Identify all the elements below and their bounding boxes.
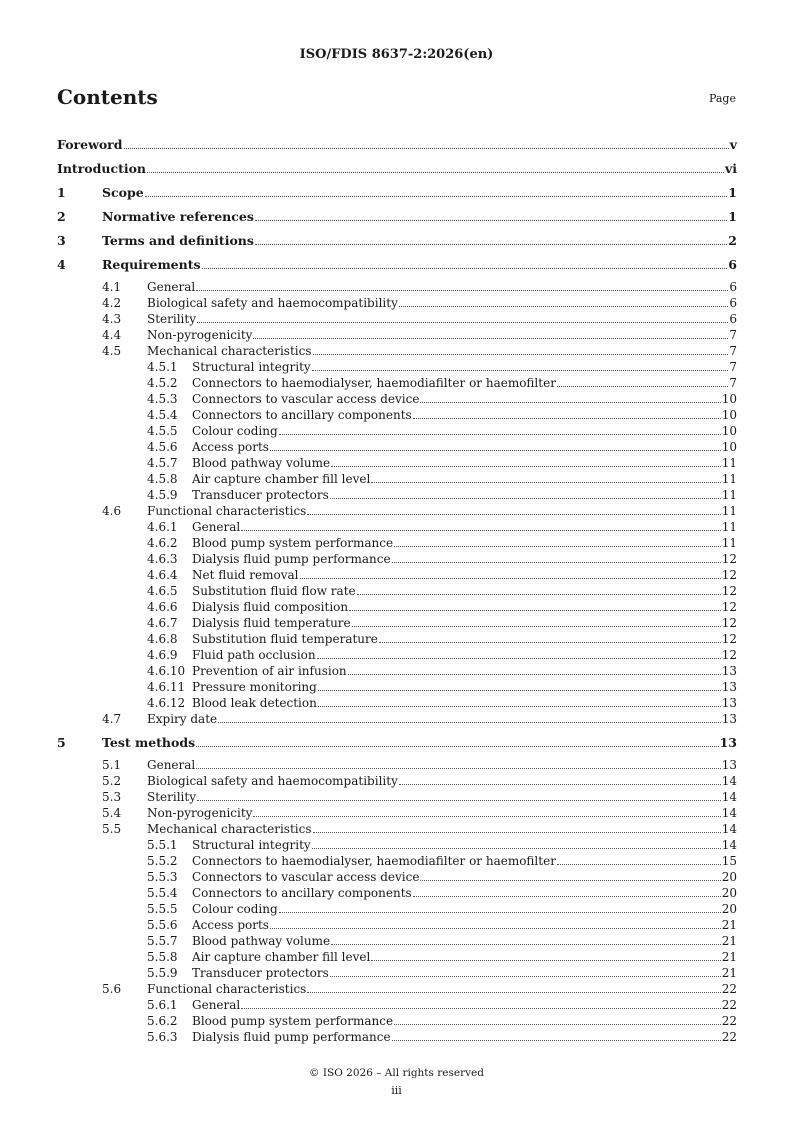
toc-entry[interactable] <box>57 343 737 359</box>
toc-entry-page: 13 <box>719 735 737 750</box>
toc-entry-number: 5.6 <box>102 982 122 996</box>
toc-dot-leader <box>352 626 721 627</box>
toc-entry-number: 5.4 <box>102 806 122 820</box>
toc-dot-leader <box>392 1040 721 1041</box>
toc-dot-leader <box>197 322 728 323</box>
toc-entry[interactable] <box>57 407 737 423</box>
toc-dot-leader <box>202 268 728 269</box>
toc-entry[interactable] <box>57 471 737 487</box>
document-header: ISO/FDIS 8637-2:2026(en) <box>299 47 494 62</box>
toc-entry-title: Terms and definitions <box>102 233 254 248</box>
toc-dot-leader <box>196 768 720 769</box>
toc-entry-title: Expiry date <box>147 712 218 726</box>
toc-entry-number: 4.6.12 <box>147 696 186 710</box>
toc-entry[interactable] <box>57 311 737 327</box>
toc-entry[interactable] <box>57 327 737 343</box>
toc-entry-title: Connectors to ancillary components <box>192 886 412 900</box>
toc-entry-number: 4.6.2 <box>147 536 178 550</box>
toc-entry-title: Functional characteristics <box>147 504 307 518</box>
toc-entry-number: 5.5.9 <box>147 966 178 980</box>
toc-entry[interactable] <box>57 757 737 773</box>
toc-entry-title: Connectors to vascular access device <box>192 392 420 406</box>
toc-entry-title: Scope <box>102 185 144 200</box>
toc-entry[interactable] <box>57 1013 737 1029</box>
toc-entry[interactable] <box>57 519 737 535</box>
toc-entry-number: 5.5.3 <box>147 870 178 884</box>
toc-dot-leader <box>307 992 720 993</box>
toc-entry-title: Dialysis fluid composition <box>192 600 349 614</box>
toc-entry-title: Blood pump system performance <box>192 536 394 550</box>
toc-dot-leader <box>413 896 721 897</box>
toc-entry-number: 4.6.3 <box>147 552 178 566</box>
toc-entry-number: 4.6.5 <box>147 584 178 598</box>
toc-dot-leader <box>330 976 721 977</box>
page-title: Contents <box>57 85 158 109</box>
toc-entry[interactable] <box>57 295 737 311</box>
toc-entry-title: Normative references <box>102 209 254 224</box>
toc-entry-title: Fluid path occlusion <box>192 648 316 662</box>
toc-dot-leader <box>255 220 727 221</box>
toc-entry[interactable] <box>57 773 737 789</box>
toc-entry-number: 4.6 <box>102 504 122 518</box>
toc-entry-title: Biological safety and haemocompatibility <box>147 774 398 788</box>
page-number: iii <box>391 1084 402 1097</box>
toc-entry-number: 4.6.7 <box>147 616 178 630</box>
toc-entry-title: Colour coding <box>192 424 278 438</box>
toc-dot-leader <box>348 674 721 675</box>
toc-entry-page: 13 <box>721 758 737 772</box>
toc-entry[interactable] <box>57 535 737 551</box>
toc-entry-page: 6 <box>728 257 737 272</box>
toc-entry-number: 5.2 <box>102 774 122 788</box>
toc-entry[interactable] <box>57 439 737 455</box>
toc-entry-title: Sterility <box>147 312 196 326</box>
toc-entry-number: 5.5.7 <box>147 934 178 948</box>
table-of-contents <box>57 129 737 1045</box>
toc-entry[interactable] <box>57 727 737 751</box>
toc-entry[interactable] <box>57 153 737 177</box>
toc-entry-title: Access ports <box>192 440 269 454</box>
toc-entry[interactable] <box>57 551 737 567</box>
toc-entry-page: 21 <box>721 918 737 932</box>
toc-entry-title: Introduction <box>57 161 147 176</box>
toc-entry[interactable] <box>57 567 737 583</box>
toc-entry[interactable] <box>57 279 737 295</box>
toc-entry-number: 4.7 <box>102 712 122 726</box>
toc-dot-leader <box>255 244 727 245</box>
toc-entry-page: 14 <box>721 806 737 820</box>
toc-entry-number: 4.5.3 <box>147 392 178 406</box>
toc-entry-title: Blood pump system performance <box>192 1014 394 1028</box>
toc-entry-title: Biological safety and haemocompatibility <box>147 296 398 310</box>
toc-entry-number: 4.5.8 <box>147 472 178 486</box>
toc-entry-number: 4.1 <box>102 280 122 294</box>
toc-entry-title: Connectors to vascular access device <box>192 870 420 884</box>
toc-entry-number: 5.5.1 <box>147 838 178 852</box>
toc-dot-leader <box>557 386 728 387</box>
toc-entry-number: 3 <box>57 233 66 248</box>
toc-entry-page: v <box>729 137 737 152</box>
toc-entry-title: Dialysis fluid temperature <box>192 616 351 630</box>
toc-entry-page: 20 <box>721 870 737 884</box>
toc-entry-title: Dialysis fluid pump performance <box>192 552 391 566</box>
toc-entry-number: 4.5.5 <box>147 424 178 438</box>
toc-entry-title: Air capture chamber fill level <box>192 950 371 964</box>
toc-dot-leader <box>318 690 721 691</box>
toc-entry[interactable] <box>57 869 737 885</box>
toc-entry-title: Substitution fluid flow rate <box>192 584 356 598</box>
toc-entry-title: Structural integrity <box>192 360 311 374</box>
toc-dot-leader <box>349 610 721 611</box>
toc-entry-title: General <box>147 280 196 294</box>
toc-entry-page: 22 <box>721 998 737 1012</box>
toc-entry[interactable] <box>57 249 737 273</box>
toc-dot-leader <box>279 434 721 435</box>
toc-entry-title: Blood pathway volume <box>192 456 331 470</box>
toc-entry-page: 11 <box>721 504 737 518</box>
toc-entry-page: 12 <box>721 552 737 566</box>
toc-dot-leader <box>307 514 720 515</box>
toc-entry-page: 21 <box>721 950 737 964</box>
toc-entry[interactable] <box>57 631 737 647</box>
toc-entry[interactable] <box>57 821 737 837</box>
toc-entry[interactable] <box>57 901 737 917</box>
toc-entry-number: 4.5.4 <box>147 408 178 422</box>
toc-entry-page: 21 <box>721 966 737 980</box>
toc-entry[interactable] <box>57 853 737 869</box>
toc-dot-leader <box>270 928 721 929</box>
toc-entry-page: 12 <box>721 568 737 582</box>
toc-entry-page: 20 <box>721 886 737 900</box>
toc-entry-title: Colour coding <box>192 902 278 916</box>
toc-entry-page: 13 <box>721 664 737 678</box>
toc-entry[interactable] <box>57 583 737 599</box>
toc-dot-leader <box>331 466 721 467</box>
toc-entry-title: Access ports <box>192 918 269 932</box>
toc-entry-page: 10 <box>721 424 737 438</box>
toc-entry[interactable] <box>57 201 737 225</box>
toc-dot-leader <box>253 338 728 339</box>
toc-entry-page: 6 <box>729 312 737 326</box>
toc-entry-number: 5.1 <box>102 758 122 772</box>
toc-entry-number: 4.5 <box>102 344 122 358</box>
toc-entry[interactable] <box>57 177 737 201</box>
toc-entry[interactable] <box>57 375 737 391</box>
toc-entry-page: 11 <box>721 456 737 470</box>
toc-entry-page: 13 <box>721 712 737 726</box>
toc-dot-leader <box>399 784 721 785</box>
toc-entry-title: Dialysis fluid pump performance <box>192 1030 391 1044</box>
toc-dot-leader <box>253 816 720 817</box>
toc-entry[interactable] <box>57 711 737 727</box>
toc-entry-title: Net fluid removal <box>192 568 299 582</box>
toc-entry-page: 10 <box>721 408 737 422</box>
toc-entry-title: Non-pyrogenicity <box>147 806 253 820</box>
toc-entry-title: Mechanical characteristics <box>147 822 312 836</box>
toc-entry-number: 4.5.9 <box>147 488 178 502</box>
toc-entry[interactable] <box>57 615 737 631</box>
toc-entry-title: Sterility <box>147 790 196 804</box>
toc-entry-title: Requirements <box>102 257 201 272</box>
toc-entry-title: Connectors to haemodialyser, haemodiafilter or haemofilter <box>192 854 556 868</box>
toc-entry-number: 5.5.8 <box>147 950 178 964</box>
toc-entry-number: 5.6.2 <box>147 1014 178 1028</box>
toc-dot-leader <box>313 832 721 833</box>
toc-entry-page: 15 <box>721 854 737 868</box>
toc-entry[interactable] <box>57 679 737 695</box>
toc-entry-page: 10 <box>721 440 737 454</box>
toc-entry[interactable] <box>57 885 737 901</box>
toc-entry-page: 12 <box>721 648 737 662</box>
toc-dot-leader <box>394 1024 721 1025</box>
toc-dot-leader <box>124 148 729 149</box>
toc-entry-number: 5.6.3 <box>147 1030 178 1044</box>
toc-dot-leader <box>241 530 720 531</box>
toc-entry[interactable] <box>57 503 737 519</box>
toc-entry-number: 5.6.1 <box>147 998 178 1012</box>
toc-dot-leader <box>357 594 721 595</box>
toc-dot-leader <box>371 482 720 483</box>
toc-entry-number: 2 <box>57 209 66 224</box>
toc-entry-title: Test methods <box>102 735 196 750</box>
toc-entry-page: 2 <box>728 233 737 248</box>
toc-entry-page: 22 <box>721 1030 737 1044</box>
toc-entry-number: 4.2 <box>102 296 122 310</box>
toc-entry-number: 4.6.1 <box>147 520 178 534</box>
toc-entry-page: 13 <box>721 680 737 694</box>
toc-entry[interactable] <box>57 647 737 663</box>
toc-entry-page: 11 <box>721 520 737 534</box>
toc-entry-title: Connectors to haemodialyser, haemodiafilter or haemofilter <box>192 376 556 390</box>
toc-entry[interactable] <box>57 805 737 821</box>
toc-entry-page: 7 <box>729 344 737 358</box>
toc-entry[interactable] <box>57 663 737 679</box>
toc-entry[interactable] <box>57 599 737 615</box>
toc-entry-title: Foreword <box>57 137 123 152</box>
toc-entry-number: 4.6.11 <box>147 680 186 694</box>
toc-entry-page: 12 <box>721 584 737 598</box>
toc-entry[interactable] <box>57 695 737 711</box>
toc-entry[interactable] <box>57 917 737 933</box>
toc-entry-number: 5.5.5 <box>147 902 178 916</box>
toc-entry-page: 14 <box>721 774 737 788</box>
toc-dot-leader <box>557 864 721 865</box>
toc-entry-number: 5 <box>57 735 66 750</box>
toc-entry-number: 4.4 <box>102 328 122 342</box>
toc-entry-title: General <box>192 520 241 534</box>
toc-dot-leader <box>270 450 721 451</box>
toc-dot-leader <box>379 642 721 643</box>
toc-entry-number: 4.6.10 <box>147 664 186 678</box>
toc-entry[interactable] <box>57 949 737 965</box>
toc-entry-page: 22 <box>721 1014 737 1028</box>
toc-dot-leader <box>394 546 721 547</box>
toc-entry-page: 7 <box>729 360 737 374</box>
toc-entry-title: Structural integrity <box>192 838 311 852</box>
toc-entry[interactable] <box>57 933 737 949</box>
toc-dot-leader <box>196 290 728 291</box>
toc-dot-leader <box>312 848 721 849</box>
toc-entry-title: Connectors to ancillary components <box>192 408 412 422</box>
toc-entry-page: 12 <box>721 616 737 630</box>
toc-entry-page: 7 <box>729 376 737 390</box>
toc-entry-number: 4.6.8 <box>147 632 178 646</box>
toc-entry-page: 21 <box>721 934 737 948</box>
toc-entry-page: 22 <box>721 982 737 996</box>
toc-entry[interactable] <box>57 1029 737 1045</box>
toc-entry-number: 5.5.4 <box>147 886 178 900</box>
toc-entry-title: Non-pyrogenicity <box>147 328 253 342</box>
toc-entry-page: 14 <box>721 838 737 852</box>
toc-dot-leader <box>313 354 729 355</box>
toc-entry-number: 5.5 <box>102 822 122 836</box>
toc-dot-leader <box>147 172 724 173</box>
toc-entry-title: Pressure monitoring <box>192 680 317 694</box>
toc-entry-number: 5.3 <box>102 790 122 804</box>
toc-entry[interactable] <box>57 391 737 407</box>
toc-entry[interactable] <box>57 981 737 997</box>
toc-entry-title: Blood pathway volume <box>192 934 331 948</box>
toc-entry-page: 6 <box>729 280 737 294</box>
toc-dot-leader <box>241 1008 720 1009</box>
toc-entry-title: Blood leak detection <box>192 696 317 710</box>
toc-entry-page: 20 <box>721 902 737 916</box>
toc-dot-leader <box>413 418 721 419</box>
toc-entry-number: 4.6.4 <box>147 568 178 582</box>
toc-dot-leader <box>318 706 721 707</box>
toc-entry-number: 4.5.2 <box>147 376 178 390</box>
toc-entry-number: 4.5.7 <box>147 456 178 470</box>
toc-entry-number: 5.5.6 <box>147 918 178 932</box>
toc-entry-title: General <box>147 758 196 772</box>
toc-dot-leader <box>300 578 721 579</box>
toc-dot-leader <box>196 746 718 747</box>
page-column-label: Page <box>708 92 736 105</box>
toc-entry-page: 11 <box>721 488 737 502</box>
toc-dot-leader <box>145 196 728 197</box>
toc-entry-title: Functional characteristics <box>147 982 307 996</box>
toc-dot-leader <box>317 658 721 659</box>
toc-entry-title: Substitution fluid temperature <box>192 632 378 646</box>
toc-entry-title: Transducer protectors <box>192 488 329 502</box>
toc-dot-leader <box>420 880 720 881</box>
toc-entry-page: 11 <box>721 472 737 486</box>
toc-entry-number: 4 <box>57 257 66 272</box>
toc-entry[interactable] <box>57 423 737 439</box>
toc-dot-leader <box>420 402 720 403</box>
toc-entry[interactable] <box>57 789 737 805</box>
toc-entry[interactable] <box>57 359 737 375</box>
toc-entry-title: Prevention of air infusion <box>192 664 347 678</box>
toc-entry-page: 14 <box>721 790 737 804</box>
toc-dot-leader <box>312 370 729 371</box>
toc-entry[interactable] <box>57 129 737 153</box>
toc-entry-number: 4.6.9 <box>147 648 178 662</box>
toc-entry-number: 5.5.2 <box>147 854 178 868</box>
toc-dot-leader <box>330 498 721 499</box>
toc-entry-number: 4.6.6 <box>147 600 178 614</box>
toc-dot-leader <box>371 960 720 961</box>
toc-dot-leader <box>331 944 721 945</box>
toc-entry-page: 1 <box>728 185 737 200</box>
toc-entry-page: 6 <box>729 296 737 310</box>
toc-dot-leader <box>279 912 721 913</box>
toc-entry-page: 12 <box>721 600 737 614</box>
toc-entry-page: 13 <box>721 696 737 710</box>
toc-entry-number: 4.5.6 <box>147 440 178 454</box>
toc-entry-page: 10 <box>721 392 737 406</box>
toc-entry-page: 11 <box>721 536 737 550</box>
toc-dot-leader <box>218 722 721 723</box>
toc-entry-number: 4.5.1 <box>147 360 178 374</box>
toc-entry-page: 14 <box>721 822 737 836</box>
toc-entry-title: Mechanical characteristics <box>147 344 312 358</box>
toc-entry-page: 1 <box>728 209 737 224</box>
toc-entry[interactable] <box>57 837 737 853</box>
toc-entry-number: 4.3 <box>102 312 122 326</box>
toc-dot-leader <box>399 306 729 307</box>
toc-entry-page: 12 <box>721 632 737 646</box>
toc-entry[interactable] <box>57 965 737 981</box>
toc-entry[interactable] <box>57 225 737 249</box>
toc-dot-leader <box>197 800 721 801</box>
toc-entry-title: Air capture chamber fill level <box>192 472 371 486</box>
toc-entry-number: 1 <box>57 185 66 200</box>
toc-dot-leader <box>392 562 721 563</box>
toc-entry-title: Transducer protectors <box>192 966 329 980</box>
toc-entry[interactable] <box>57 997 737 1013</box>
toc-entry[interactable] <box>57 487 737 503</box>
toc-entry-page: vi <box>724 161 737 176</box>
copyright-notice: © ISO 2026 – All rights reserved <box>309 1067 484 1079</box>
toc-entry-title: General <box>192 998 241 1012</box>
toc-entry-page: 7 <box>729 328 737 342</box>
toc-entry[interactable] <box>57 455 737 471</box>
